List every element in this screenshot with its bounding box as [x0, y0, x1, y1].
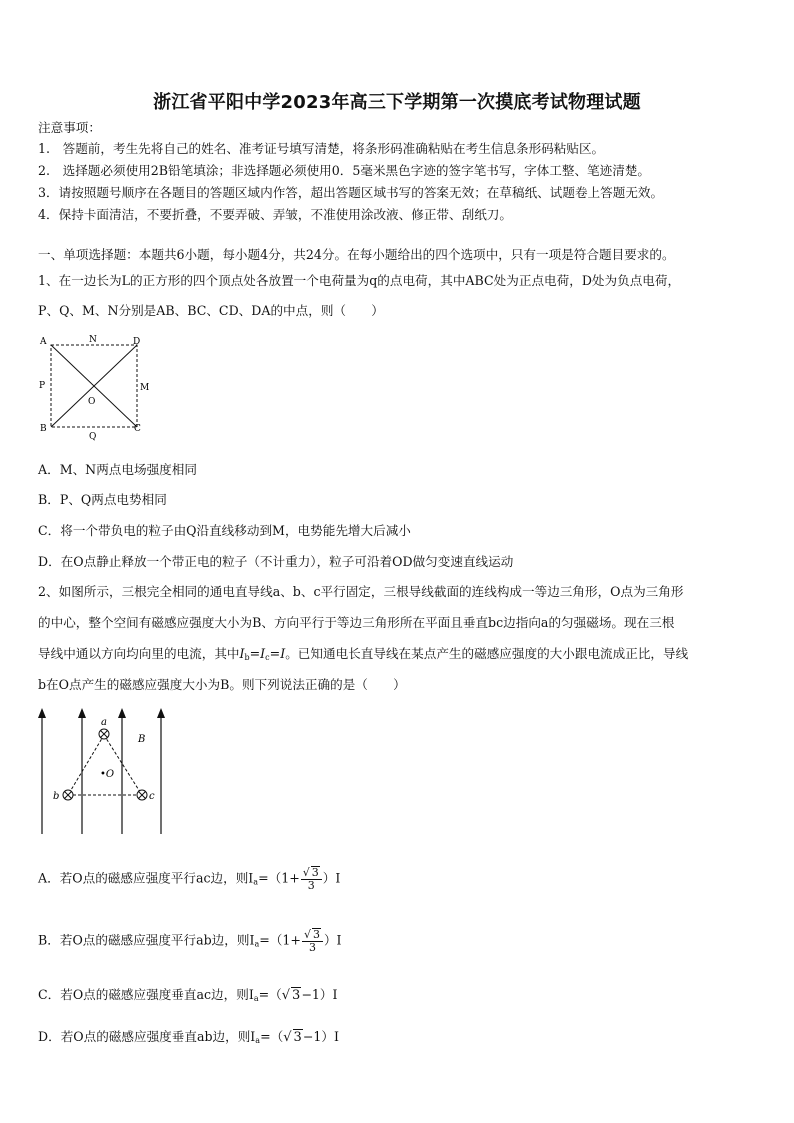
q1-square-figure — [36, 333, 156, 445]
figure-label-C: C — [134, 424, 141, 434]
wire-c-into-page-icon — [137, 790, 147, 800]
question-1-stem: P、Q、M、N分别是AB、BC、CD、DA的中点，则（ ） — [38, 303, 384, 318]
q1-option-b: B．P、Q两点电势相同 — [38, 492, 167, 507]
figure-label-D: D — [133, 337, 141, 347]
section-heading: 一、单项选择题：本题共6小题，每小题4分，共24分。在每小题给出的四个选项中，只有一项是符合题目要求的。 — [38, 247, 675, 262]
figure-label-b: b — [53, 791, 60, 802]
page-title: 浙江省平阳中学2023年高三下学期第一次摸底考试物理试题 — [153, 92, 641, 113]
figure-label-a: a — [101, 717, 107, 728]
figure-label-O: •O — [100, 769, 115, 780]
notice-item: 4．保持卡面清洁，不要折叠，不要弄破、弄皱，不准使用涂改液、修正带、刮纸刀。 — [38, 207, 512, 222]
notice-item: 3．请按照题号顺序在各题目的答题区域内作答，超出答题区域书写的答案无效；在草稿纸、试题卷上答题无效。 — [38, 185, 664, 200]
figure-label-B: B — [138, 734, 146, 745]
figure-label-Q: Q — [89, 432, 97, 442]
figure-label-P: P — [39, 381, 46, 391]
notice-heading: 注意事项： — [38, 120, 101, 135]
figure-label-N: N — [89, 335, 97, 345]
wire-a-into-page-icon — [99, 729, 109, 739]
question-2-stem: 2、如图所示，三根完全相同的通电直导线a、b、c平行固定，三根导线截面的连线构成一等边三角形，O点为三角形 — [38, 584, 684, 599]
q2-option-b: B．若O点的磁感应强度平行ab边，则$I_a=(1+$ $\frac{√ 3}{3}$ ）I — [38, 928, 342, 954]
notice-item: 1. 答题前，考生先将自己的姓名、准考证号填写清楚，将条形码准确粘贴在考生信息条形码粘贴区。 — [38, 141, 605, 156]
q2-option-c: C．若O点的磁感应强度垂直ac边，则$I_a=(√$ 3−1）I — [38, 987, 338, 1003]
q1-option-a: A．M、N两点电场强度相同 — [38, 462, 197, 477]
question-2-stem: 导线中通以方向均向里的电流，其中$I_b=I_c=I$。已知通电长直导线在某点产生的磁感应强度的大小跟电流成正比，导线 — [38, 646, 689, 662]
figure-label-A: A — [40, 337, 47, 347]
q1-option-d: D．在O点静止释放一个带正电的粒子（不计重力），粒子可沿着OD做匀变速直线运动 — [38, 554, 514, 569]
q2-option-a: A．若O点的磁感应强度平行ac边，则$I_a=(1+$ $\frac{√ 3}{3}$ ）I — [38, 866, 341, 892]
figure-label-M: M — [140, 383, 150, 393]
question-2-stem: 的中心，整个空间有磁感应强度大小为B、方向平行于等边三角形所在平面且垂直bc边指向a的匀强磁场。现在三根 — [38, 615, 675, 630]
question-1-stem: 1、在一边长为L的正方形的四个顶点处各放置一个电荷量为q的点电荷，其中ABC处为正点电荷，D处为负点电荷， — [38, 273, 681, 288]
q2-option-d: D．若O点的磁感应强度垂直ab边，则$I_a=(√$ 3−1）I — [38, 1029, 339, 1045]
notice-item: 2. 选择题必须使用2B铅笔填涂；非选择题必须使用0．5毫米黑色字迹的签字笔书写，字体工整、笔迹清楚。 — [38, 163, 651, 178]
figure-label-c: c — [149, 791, 155, 802]
q1-option-c: C．将一个带负电的粒子由Q沿直线移动到M，电势能先增大后减小 — [38, 523, 411, 538]
wire-b-into-page-icon — [63, 790, 73, 800]
figure-label-B: B — [40, 424, 47, 434]
q2-wires-figure — [34, 706, 174, 840]
figure-label-O: O — [88, 397, 96, 407]
question-2-stem: b在O点产生的磁感应强度大小为B。则下列说法正确的是（ ） — [38, 677, 406, 692]
